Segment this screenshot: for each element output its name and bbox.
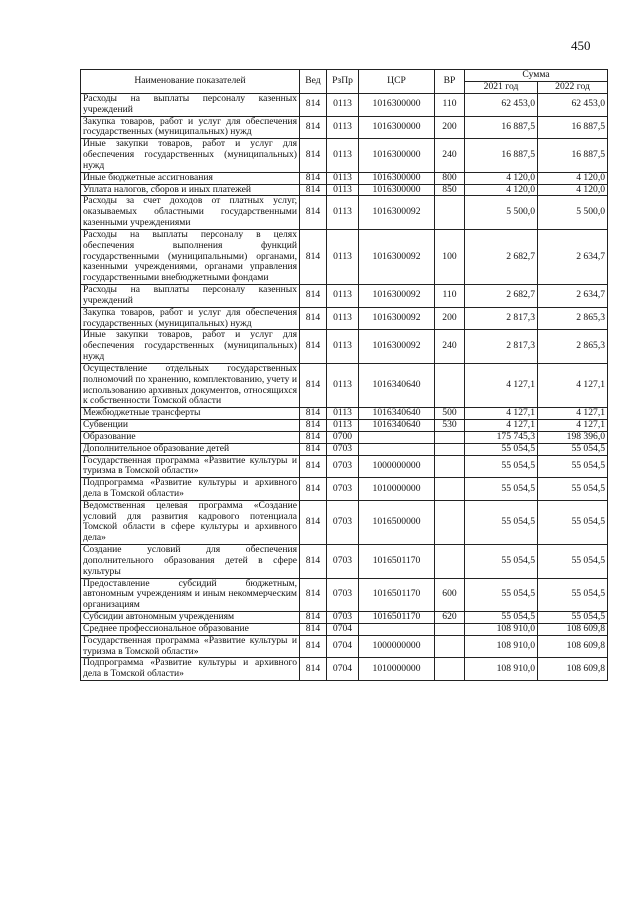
cell-rzpr: 0113 [327,363,359,407]
cell-y2: 2 865,3 [538,307,608,330]
cell-name: Закупка товаров, работ и услуг для обеспечения государственных (муниципальных) нужд [81,307,300,330]
cell-y2: 4 120,0 [538,184,608,196]
cell-rzpr: 0113 [327,196,359,229]
cell-y2: 108 609,8 [538,658,608,681]
cell-name: Иные бюджетные ассигнования [81,172,300,184]
cell-rzpr: 0113 [327,116,359,139]
cell-ved: 814 [300,139,327,172]
table-row [81,408,608,420]
cell-rzpr: 0703 [327,612,359,624]
cell-csr: 1016300000 [359,184,435,196]
cell-csr: 1016300000 [359,139,435,172]
cell-y1: 4 127,1 [465,363,538,407]
cell-y2: 198 396,0 [538,431,608,443]
cell-ved: 814 [300,94,327,117]
cell-name: Субвенции [81,420,300,432]
cell-y1: 55 054,5 [465,612,538,624]
cell-y1: 4 127,1 [465,420,538,432]
cell-y2: 55 054,5 [538,455,608,478]
cell-vr [435,545,465,578]
cell-ved: 814 [300,443,327,455]
table-row [81,172,608,184]
header-year-2021: 2021 год [465,82,538,94]
cell-csr: 1016300092 [359,330,435,363]
table-row [81,363,608,407]
cell-name: Дополнительное образование детей [81,443,300,455]
cell-csr: 1016300092 [359,196,435,229]
cell-y2: 4 120,0 [538,172,608,184]
cell-rzpr: 0113 [327,307,359,330]
cell-ved: 814 [300,578,327,611]
cell-y2: 16 887,5 [538,116,608,139]
cell-vr: 110 [435,94,465,117]
cell-ved: 814 [300,307,327,330]
cell-rzpr: 0113 [327,94,359,117]
cell-csr: 1000000000 [359,455,435,478]
cell-y1: 4 127,1 [465,408,538,420]
cell-vr: 600 [435,578,465,611]
cell-y2: 55 054,5 [538,478,608,501]
cell-vr [435,500,465,544]
cell-name: Государственная программа «Развитие культуры и туризма в Томской области» [81,455,300,478]
cell-csr: 1016340640 [359,408,435,420]
cell-name: Расходы за счет доходов от платных услуг, оказываемых областными государственными казенными учреждениями [81,196,300,229]
cell-y2: 62 453,0 [538,94,608,117]
cell-csr: 1016500000 [359,500,435,544]
cell-ved: 814 [300,116,327,139]
cell-rzpr: 0113 [327,229,359,284]
cell-y1: 55 054,5 [465,478,538,501]
cell-rzpr: 0700 [327,431,359,443]
cell-csr [359,623,435,635]
table-header [81,70,608,94]
cell-csr [359,431,435,443]
table-row [81,116,608,139]
cell-name: Создание условий для обеспечения дополнительного образования детей в сфере культуры [81,545,300,578]
cell-ved: 814 [300,229,327,284]
cell-y2: 2 865,3 [538,330,608,363]
cell-vr: 500 [435,408,465,420]
table-row [81,196,608,229]
cell-name: Иные закупки товаров, работ и услуг для обеспечения государственных (муниципальных) нужд [81,330,300,363]
table-row [81,545,608,578]
cell-y2: 55 054,5 [538,500,608,544]
cell-y2: 55 054,5 [538,612,608,624]
cell-y2: 4 127,1 [538,408,608,420]
cell-name: Межбюджетные трансферты [81,408,300,420]
table-row [81,612,608,624]
cell-name: Расходы на выплаты персоналу в целях обеспечения выполнения функций государственными (муниципальными) органами, казенными учреждениями, органами управления государственными внебюджетными фондами [81,229,300,284]
cell-rzpr: 0113 [327,285,359,308]
cell-y1: 175 745,3 [465,431,538,443]
cell-y2: 16 887,5 [538,139,608,172]
table-row [81,500,608,544]
cell-rzpr: 0703 [327,545,359,578]
cell-vr: 240 [435,330,465,363]
cell-vr: 200 [435,307,465,330]
cell-rzpr: 0113 [327,330,359,363]
cell-y1: 62 453,0 [465,94,538,117]
cell-vr: 800 [435,172,465,184]
header-csr: ЦСР [359,70,435,94]
cell-ved: 814 [300,455,327,478]
table-row [81,229,608,284]
cell-ved: 814 [300,658,327,681]
cell-ved: 814 [300,623,327,635]
table-row [81,431,608,443]
cell-name: Ведомственная целевая программа «Создание условий для развития кадрового потенциала Томской области в сфере культуры и архивного дела» [81,500,300,544]
cell-y2: 55 054,5 [538,443,608,455]
cell-y1: 2 817,3 [465,307,538,330]
cell-rzpr: 0703 [327,578,359,611]
cell-name: Осуществление отдельных государственных полномочий по хранению, комплектованию, учету и использованию архивных документов, относящихся к собственности Томской области [81,363,300,407]
cell-y2: 4 127,1 [538,363,608,407]
cell-rzpr: 0703 [327,455,359,478]
cell-name: Уплата налогов, сборов и иных платежей [81,184,300,196]
cell-y1: 108 910,0 [465,658,538,681]
cell-ved: 814 [300,500,327,544]
cell-rzpr: 0703 [327,500,359,544]
cell-ved: 814 [300,635,327,658]
cell-y1: 16 887,5 [465,116,538,139]
cell-name: Образование [81,431,300,443]
cell-vr: 110 [435,285,465,308]
cell-y1: 55 054,5 [465,443,538,455]
cell-ved: 814 [300,363,327,407]
budget-table [80,69,608,681]
cell-y1: 5 500,0 [465,196,538,229]
cell-vr: 530 [435,420,465,432]
cell-name: Подпрограмма «Развитие культуры и архивного дела в Томской области» [81,478,300,501]
cell-csr: 1016300000 [359,116,435,139]
table-body [81,94,608,681]
table-row [81,184,608,196]
cell-y1: 108 910,0 [465,623,538,635]
cell-y2: 2 634,7 [538,285,608,308]
cell-csr: 1016300092 [359,285,435,308]
table-row [81,139,608,172]
cell-csr: 1010000000 [359,478,435,501]
cell-vr [435,196,465,229]
cell-rzpr: 0704 [327,635,359,658]
cell-csr: 1016300092 [359,229,435,284]
cell-y1: 55 054,5 [465,545,538,578]
header-sum: Сумма [465,70,608,82]
cell-ved: 814 [300,545,327,578]
cell-y2: 2 634,7 [538,229,608,284]
cell-y1: 55 054,5 [465,500,538,544]
cell-name: Государственная программа «Развитие культуры и туризма в Томской области» [81,635,300,658]
cell-y1: 108 910,0 [465,635,538,658]
cell-vr [435,635,465,658]
cell-name: Закупка товаров, работ и услуг для обеспечения государственных (муниципальных) нужд [81,116,300,139]
header-rzpr: РзПр [327,70,359,94]
cell-csr: 1016300000 [359,94,435,117]
cell-rzpr: 0113 [327,420,359,432]
cell-vr: 620 [435,612,465,624]
cell-rzpr: 0113 [327,184,359,196]
header-ved: Вед [300,70,327,94]
cell-y2: 5 500,0 [538,196,608,229]
cell-y1: 55 054,5 [465,578,538,611]
cell-csr: 1016501170 [359,578,435,611]
cell-y1: 16 887,5 [465,139,538,172]
cell-vr [435,478,465,501]
cell-ved: 814 [300,420,327,432]
cell-vr: 200 [435,116,465,139]
cell-csr: 1016300000 [359,172,435,184]
table-row [81,635,608,658]
cell-csr: 1016340640 [359,363,435,407]
cell-name: Подпрограмма «Развитие культуры и архивного дела в Томской области» [81,658,300,681]
cell-vr [435,431,465,443]
table-row [81,307,608,330]
cell-vr: 100 [435,229,465,284]
cell-rzpr: 0113 [327,408,359,420]
cell-name: Расходы на выплаты персоналу казенных учреждений [81,285,300,308]
cell-ved: 814 [300,431,327,443]
cell-name: Субсидии автономным учреждениям [81,612,300,624]
cell-rzpr: 0113 [327,172,359,184]
cell-vr [435,455,465,478]
cell-name: Среднее профессиональное образование [81,623,300,635]
table-row [81,443,608,455]
cell-csr: 1016300092 [359,307,435,330]
cell-vr [435,623,465,635]
cell-ved: 814 [300,172,327,184]
table-row [81,658,608,681]
table-row [81,455,608,478]
cell-csr: 1010000000 [359,658,435,681]
cell-y1: 4 120,0 [465,172,538,184]
cell-y1: 4 120,0 [465,184,538,196]
header-name: Наименование показателей [81,70,300,94]
table-row [81,330,608,363]
table-row [81,623,608,635]
cell-y1: 2 817,3 [465,330,538,363]
cell-rzpr: 0704 [327,658,359,681]
cell-vr [435,443,465,455]
table-row [81,94,608,117]
cell-name: Предоставление субсидий бюджетным, автономным учреждениям и иным некоммерческим организациям [81,578,300,611]
cell-ved: 814 [300,408,327,420]
cell-ved: 814 [300,184,327,196]
header-year-2022: 2022 год [538,82,608,94]
cell-y2: 55 054,5 [538,578,608,611]
cell-ved: 814 [300,196,327,229]
cell-csr: 1016501170 [359,612,435,624]
cell-ved: 814 [300,330,327,363]
cell-vr [435,363,465,407]
cell-csr [359,443,435,455]
cell-y2: 108 609,8 [538,623,608,635]
cell-ved: 814 [300,478,327,501]
table-row [81,420,608,432]
cell-rzpr: 0703 [327,443,359,455]
table-row [81,478,608,501]
page-number: 450 [571,38,591,53]
cell-rzpr: 0113 [327,139,359,172]
cell-y2: 108 609,8 [538,635,608,658]
cell-csr: 1016340640 [359,420,435,432]
table-row [81,285,608,308]
cell-rzpr: 0703 [327,478,359,501]
cell-rzpr: 0704 [327,623,359,635]
cell-name: Расходы на выплаты персоналу казенных учреждений [81,94,300,117]
cell-vr [435,658,465,681]
cell-vr: 850 [435,184,465,196]
cell-vr: 240 [435,139,465,172]
cell-y1: 55 054,5 [465,455,538,478]
cell-name: Иные закупки товаров, работ и услуг для обеспечения государственных (муниципальных) нужд [81,139,300,172]
cell-csr: 1016501170 [359,545,435,578]
header-vr: ВР [435,70,465,94]
table-row [81,578,608,611]
cell-ved: 814 [300,612,327,624]
cell-y2: 55 054,5 [538,545,608,578]
cell-csr: 1000000000 [359,635,435,658]
cell-y1: 2 682,7 [465,285,538,308]
cell-ved: 814 [300,285,327,308]
cell-y2: 4 127,1 [538,420,608,432]
cell-y1: 2 682,7 [465,229,538,284]
